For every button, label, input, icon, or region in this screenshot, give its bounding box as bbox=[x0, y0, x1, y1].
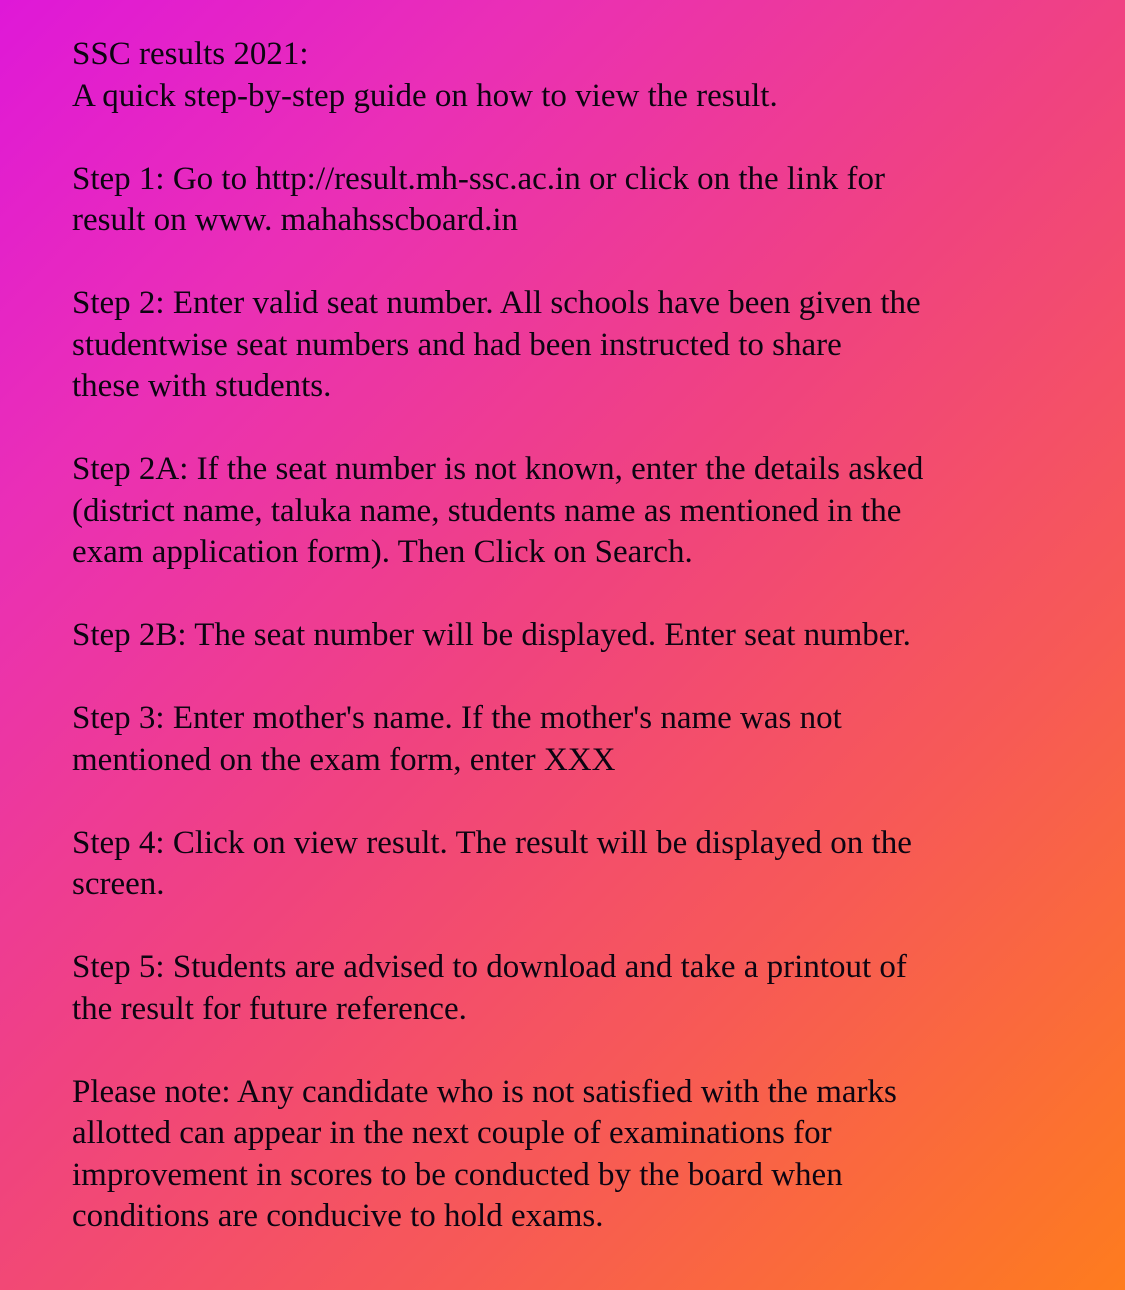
note-line: conditions are conducive to hold exams. bbox=[72, 1198, 604, 1234]
step-line: Step 3: Enter mother's name. If the mother's name was not bbox=[72, 700, 842, 736]
step-2a bbox=[72, 449, 1075, 574]
step-line: mentioned on the exam form, enter XXX bbox=[72, 741, 616, 778]
note-block bbox=[72, 1072, 1075, 1238]
step-line: Step 1: Go to http://result.mh-ssc.ac.in or click on the link for bbox=[72, 160, 885, 197]
step-line: exam application form). Then Click on Search. bbox=[72, 534, 693, 570]
note-line: allotted can appear in the next couple of examinations for bbox=[72, 1115, 832, 1151]
header-block bbox=[72, 34, 1075, 117]
step-line: the result for future reference. bbox=[72, 990, 467, 1027]
note-line: improvement in scores to be conducted by the board when bbox=[72, 1156, 843, 1193]
note-line: Please note: Any candidate who is not satisfied with the marks bbox=[72, 1073, 897, 1110]
step-1 bbox=[72, 159, 1075, 242]
step-4 bbox=[72, 823, 1075, 906]
page-subtitle: A quick step-by-step guide on how to view the result. bbox=[72, 77, 778, 114]
page-title: SSC results 2021: bbox=[72, 36, 309, 72]
step-3 bbox=[72, 698, 1075, 781]
step-line: Step 4: Click on view result. The result will be displayed on the bbox=[72, 824, 912, 861]
step-2 bbox=[72, 283, 1075, 408]
step-line: Step 5: Students are advised to download and take a printout of bbox=[72, 949, 907, 985]
step-line: Step 2: Enter valid seat number. All schools have been given the bbox=[72, 285, 921, 321]
step-line: studentwise seat numbers and had been instructed to share bbox=[72, 326, 842, 363]
step-line: result on www. mahahsscboard.in bbox=[72, 202, 519, 238]
step-line: Step 2B: The seat number will be displayed. Enter seat number. bbox=[72, 617, 911, 653]
step-line: (district name, taluka name, students name as mentioned in the bbox=[72, 492, 902, 529]
step-5 bbox=[72, 947, 1075, 1030]
step-2b bbox=[72, 615, 1075, 657]
step-line: these with students. bbox=[72, 368, 332, 404]
step-line: Step 2A: If the seat number is not known, enter the details asked bbox=[72, 451, 924, 487]
step-line: screen. bbox=[72, 866, 165, 902]
